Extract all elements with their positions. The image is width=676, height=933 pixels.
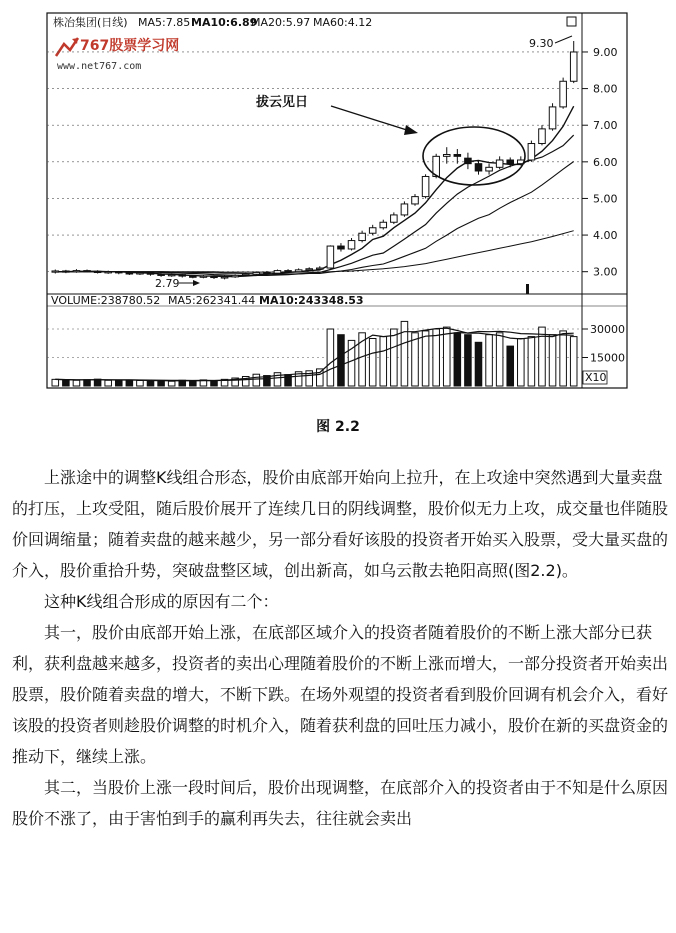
candle-body-up bbox=[73, 271, 80, 272]
candle-body-down bbox=[264, 272, 271, 273]
volume-bar-up bbox=[327, 329, 334, 386]
candle-body-up bbox=[369, 228, 376, 233]
candle-body-down bbox=[338, 246, 345, 249]
candle-body-down bbox=[179, 275, 186, 276]
candle-body-down bbox=[190, 276, 197, 277]
volume-bar-up bbox=[105, 380, 112, 386]
candle-body-up bbox=[401, 204, 408, 215]
candle-body-up bbox=[327, 246, 334, 268]
ma10-label: MA10:6.89 bbox=[191, 16, 258, 29]
volume-bar-down bbox=[147, 381, 154, 386]
ma60-label: MA60:4.12 bbox=[313, 16, 373, 29]
candle-body-up bbox=[137, 273, 144, 274]
volume-tick-label: 15000 bbox=[590, 351, 625, 365]
volume-bar-up bbox=[486, 335, 493, 386]
candle-body-up bbox=[317, 268, 324, 269]
volume-bar-down bbox=[126, 380, 133, 386]
volume-bar-down bbox=[63, 380, 70, 386]
volume-bar-down bbox=[475, 342, 482, 386]
volume-bar-up bbox=[52, 379, 59, 386]
annotation-label: 拔云见日 bbox=[256, 95, 309, 110]
volume-bar-up bbox=[422, 331, 429, 386]
candle-body-up bbox=[52, 271, 59, 272]
paragraph-1: 上涨途中的调整K线组合形态，股价由底部开始向上拉升，在上攻途中突然遇到大量卖盘的打压，上攻受阻，随后股价展开了连续几日的阴线调整，股价似无力上攻，成交量也伴随股价回调缩量；随着卖盘的越来越少，另一部分看好该股的投资者开始买入股票，受大量买盘的介入，股价重拾升势，突破盘整区域，创出新高，如乌云散去艳阳高照(图2.2)。 bbox=[12, 468, 669, 580]
ma5-label: MA5:7.85 bbox=[138, 16, 191, 29]
price-tick-label: 8.00 bbox=[593, 82, 618, 96]
volume-bar-down bbox=[211, 380, 218, 386]
candle bbox=[422, 174, 429, 198]
volume-bar-down bbox=[190, 381, 197, 386]
candle-body-up bbox=[242, 274, 249, 275]
paragraph-3: 其一，股价由底部开始上涨，在底部区域介入的投资者随着股价的不断上涨大部分已获利，获利盘越来越多，投资者的卖出心理随着股价的不断上涨而增大，一部分投资者开始卖出股票，股价随着卖盘的增大，不断下跌。在场外观望的投资者看到股价回调有机会介入，看好该股的投资者则趁股价调整的时机介入，随着获利盘的回吐压力减小，股价在新的买盘资金的推动下，继续上涨。 bbox=[12, 623, 669, 766]
candle-body-down bbox=[63, 271, 70, 272]
candle-body-up bbox=[560, 81, 567, 107]
candle bbox=[327, 245, 334, 268]
candle-body-down bbox=[115, 272, 122, 273]
volume-bar-up bbox=[560, 331, 567, 386]
candle-body-down bbox=[94, 271, 101, 272]
price-tick-label: 9.00 bbox=[593, 45, 618, 59]
price-tick-label: 4.00 bbox=[593, 229, 618, 243]
candle-body-down bbox=[475, 164, 482, 171]
volume-bar-up bbox=[570, 337, 577, 386]
candle bbox=[560, 78, 567, 109]
volume-bar-down bbox=[115, 381, 122, 386]
volume-bar-up bbox=[137, 380, 144, 386]
volume-bar-up bbox=[73, 380, 80, 386]
candle-body-up bbox=[359, 233, 366, 240]
low-price-label: 2.79 bbox=[155, 277, 180, 290]
candle-body-down bbox=[465, 158, 472, 163]
volume-bar-down bbox=[84, 380, 91, 386]
volume-ma10-label: MA10:243348.53 bbox=[259, 294, 364, 307]
candle-body-up bbox=[200, 276, 207, 277]
stock-chart-figure bbox=[0, 0, 676, 405]
candle-body-up bbox=[232, 275, 239, 276]
price-tick-label: 6.00 bbox=[593, 155, 618, 169]
volume-bar-up bbox=[168, 381, 175, 386]
volume-label: VOLUME:238780.52 bbox=[51, 294, 161, 307]
candle-body-down bbox=[147, 273, 154, 274]
volume-bar-up bbox=[433, 329, 440, 386]
candle-body-up bbox=[380, 222, 387, 227]
volume-bar-up bbox=[443, 327, 450, 386]
volume-ma5-label: MA5:262341.44 bbox=[168, 294, 256, 307]
candle-body-down bbox=[158, 274, 165, 275]
volume-bar-down bbox=[454, 333, 461, 386]
candle-body-up bbox=[412, 197, 419, 204]
volume-bar-up bbox=[253, 374, 260, 386]
candle-body-up bbox=[443, 155, 450, 157]
candle-body-up bbox=[105, 272, 112, 273]
volume-bar-up bbox=[549, 335, 556, 386]
volume-bar-up bbox=[369, 339, 376, 387]
candle-body-up bbox=[422, 176, 429, 196]
candle-body-up bbox=[570, 52, 577, 81]
logo-brand: 767股票学习网 bbox=[80, 38, 180, 54]
candle bbox=[401, 201, 408, 216]
volume-bar-up bbox=[401, 321, 408, 386]
volume-bar-up bbox=[391, 329, 398, 386]
candle-body-up bbox=[295, 270, 302, 272]
volume-bar-up bbox=[518, 339, 525, 387]
candle bbox=[253, 271, 260, 275]
candle-body-up bbox=[539, 129, 546, 144]
paragraph-4: 其二，当股价上涨一段时间后，股价出现调整，在底部介入的投资者由于不知是什么原因股价不涨了，由于害怕到手的赢利再失去，往往就会卖出 bbox=[12, 778, 669, 828]
candle-body-down bbox=[84, 271, 91, 272]
article-body bbox=[12, 462, 672, 834]
ma20-label: MA20:5.97 bbox=[251, 16, 311, 29]
candle-body-up bbox=[253, 272, 260, 274]
volume-bar-down bbox=[465, 335, 472, 386]
stock-title: 株冶集团(日线) bbox=[53, 16, 128, 29]
candle-body-up bbox=[549, 107, 556, 129]
price-tick-label: 3.00 bbox=[593, 265, 618, 279]
candle-body-down bbox=[507, 160, 514, 164]
candle-body-down bbox=[285, 271, 292, 272]
figure-caption: 图 2.2 bbox=[316, 419, 360, 435]
volume-bar-up bbox=[380, 337, 387, 386]
candle-body-up bbox=[528, 144, 535, 160]
paragraph-2: 这种K线组合形成的原因有二个： bbox=[44, 592, 279, 611]
candle-body-up bbox=[486, 167, 493, 171]
volume-bar-down bbox=[338, 335, 345, 386]
volume-bar-up bbox=[496, 333, 503, 386]
volume-bar-up bbox=[317, 369, 324, 386]
logo-url: www.net767.com bbox=[57, 61, 142, 72]
candle-body-down bbox=[211, 276, 218, 277]
candle-body-down bbox=[454, 155, 461, 157]
high-price-label: 9.30 bbox=[529, 37, 554, 50]
volume-bar-down bbox=[158, 381, 165, 386]
candle-body-up bbox=[391, 215, 398, 222]
volume-bar-up bbox=[528, 337, 535, 386]
candle bbox=[549, 103, 556, 130]
candle-body-up bbox=[496, 160, 503, 167]
candle bbox=[274, 269, 281, 273]
candle-body-up bbox=[348, 241, 355, 249]
volume-tick-label: 30000 bbox=[590, 323, 625, 336]
price-tick-label: 5.00 bbox=[593, 192, 618, 206]
candle-body-up bbox=[306, 269, 313, 270]
candle-body-up bbox=[221, 277, 228, 278]
candle bbox=[528, 141, 535, 162]
volume-unit-label: X10 bbox=[585, 371, 607, 384]
date-marker bbox=[526, 284, 529, 294]
candle-body-up bbox=[168, 275, 175, 276]
candle-body-down bbox=[126, 273, 133, 274]
candle-body-up bbox=[274, 271, 281, 274]
price-tick-label: 7.00 bbox=[593, 119, 618, 133]
volume-bar-down bbox=[507, 346, 514, 386]
